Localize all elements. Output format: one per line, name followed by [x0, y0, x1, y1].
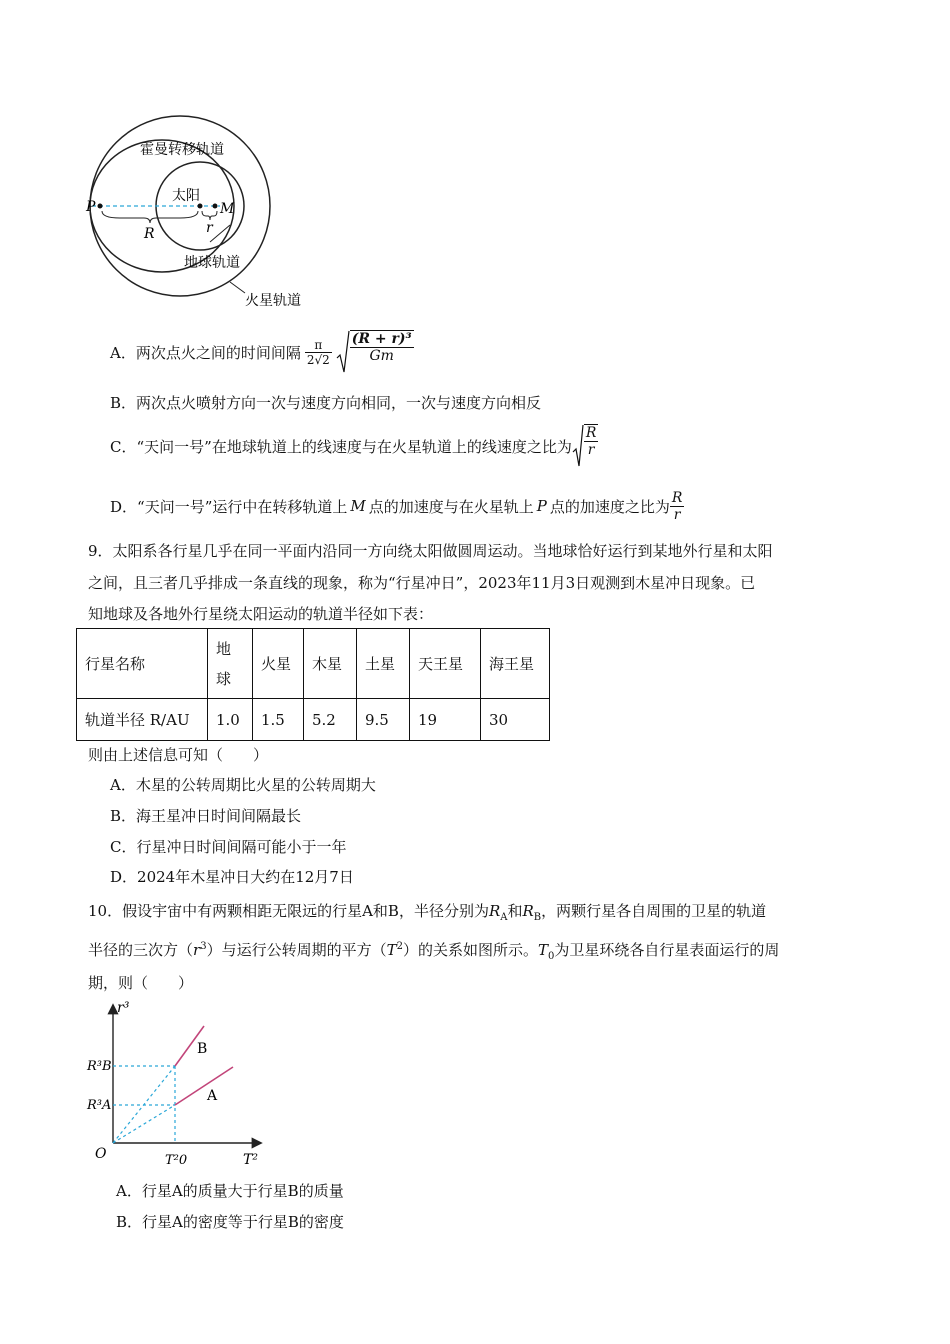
q8-option-a-frac-num: π: [305, 338, 332, 353]
rb3-tick-label: R³B: [87, 1059, 112, 1074]
q8-option-d-num: R: [671, 489, 683, 506]
planet-name: 木星: [312, 655, 343, 673]
table-row: [77, 629, 550, 699]
sqrt-sign-icon: [336, 330, 350, 374]
q9-stem-line-3: 知地球及各地外行星绕太阳运动的轨道半径如下表：: [88, 605, 434, 623]
p-point: [98, 204, 103, 209]
orbit-diagram: [80, 110, 350, 315]
r-brace: [202, 211, 217, 220]
sun-label: 太阳: [172, 188, 200, 204]
q8-option-c-text: C．“天问一号”在地球轨道上的线速度与在火星轨道上的线速度之比为: [110, 437, 572, 456]
table-planet-cell: [410, 629, 481, 699]
q10-t0: T: [537, 941, 548, 959]
y-axis-label: r³: [117, 1000, 130, 1016]
q8-option-d-m: M: [350, 497, 366, 515]
q10-t2-sup: 2: [396, 941, 403, 952]
q10-rb: R: [522, 902, 534, 920]
q9-option-a: A．木星的公转周期比火星的公转周期大: [110, 776, 376, 794]
table-radius-cell: 1.5: [253, 699, 304, 741]
q10-line2-part-c: ）的关系如图所示。: [402, 941, 538, 959]
q10-line1-part-c: ，两颗行星各自周围的卫星的轨道: [541, 902, 767, 920]
table-radius-cell: 19: [410, 699, 481, 741]
q10-t0-sub: 0: [548, 951, 555, 962]
q8-option-a-root-fraction: [350, 330, 414, 374]
q10-option-b: B．行星A的密度等于行星B的密度: [116, 1213, 344, 1231]
q10-option-a: A．行星A的质量大于行星B的质量: [116, 1182, 344, 1200]
q9-stem-line-1: 9．太阳系各行星几乎在同一平面内沿同一方向绕太阳做圆周运动。当地球恰好运行到某地外行星和太阳: [88, 542, 773, 560]
q8-option-d-den: r: [673, 506, 681, 523]
q8-option-c: [110, 424, 598, 468]
table-radius-cell: 5.2: [304, 699, 357, 741]
dashed-extension-a: [113, 1105, 175, 1143]
q8-option-a-text: A．两次点火之间的时间间隔: [110, 343, 301, 362]
q10-ra: R: [488, 902, 501, 920]
q8-option-a-sqrt: [336, 330, 414, 374]
q8-option-d: [110, 486, 684, 526]
table-planet-cell: [253, 629, 304, 699]
q8-option-c-sqrt: [572, 424, 599, 468]
q10-stem-line-3: 期，则（ ）: [88, 974, 194, 992]
t02-tick-label: T²0: [165, 1153, 188, 1168]
ra3-tick-label: R³A: [87, 1098, 112, 1113]
R-label: R: [144, 226, 155, 242]
R-brace: [102, 211, 198, 223]
dashed-extension-b: [113, 1066, 175, 1143]
mars-orbit-label: 火星轨道: [245, 293, 301, 309]
table-radius-cell: 1.0: [208, 699, 253, 741]
planet-name: 海王星: [489, 655, 535, 673]
earth-orbit-label: 地球轨道: [184, 255, 240, 271]
q9-option-d: D．2024年木星冲日大约在12月7日: [110, 868, 354, 886]
q9-stem-tail: 则由上述信息可知（ ）: [88, 746, 269, 764]
q8-option-a-fraction: [305, 338, 332, 367]
q10-r3: r: [193, 941, 201, 959]
q10-line2-part-d: 为卫星环绕各自行星表面运行的周: [554, 941, 780, 959]
q8-option-a: [110, 330, 414, 374]
m-label: M: [220, 201, 235, 217]
x-axis-label: T²: [243, 1152, 258, 1168]
planet-name: 土星: [365, 654, 396, 673]
q9-option-b: B．海王星冲日时间间隔最长: [110, 807, 302, 825]
planet-orbit-table: [76, 628, 550, 741]
table-radius-cell: 9.5: [357, 699, 410, 741]
q8-option-d-p: P: [536, 497, 547, 515]
r-label: r: [206, 220, 213, 236]
origin-label: O: [95, 1146, 107, 1162]
q8-option-d-text-1: D．“天问一号”运行中在转移轨道上: [110, 497, 348, 516]
table-planet-cell: [304, 629, 357, 699]
q10-ra-sub: A: [500, 912, 508, 923]
table-planet-cell: [208, 629, 253, 699]
q9-option-c: C．行星冲日时间间隔可能小于一年: [110, 838, 347, 856]
table-row: [77, 699, 550, 741]
q8-option-d-text-2: 点的加速度与在火星轨上: [368, 497, 534, 516]
q8-option-a-root-den: Gm: [369, 348, 394, 364]
sun-point: [198, 204, 203, 209]
planet-name: 地球: [216, 639, 232, 688]
sqrt-sign-icon: [572, 424, 584, 468]
q10-line2-part-a: 半径的三次方（: [88, 941, 194, 959]
series-a-line: [175, 1067, 233, 1105]
q8-option-d-fraction: [670, 490, 685, 523]
planet-name: 天王星: [418, 655, 464, 673]
table-planet-cell: [481, 629, 550, 699]
planet-name: 火星: [261, 655, 292, 673]
q10-rb-sub: B: [533, 912, 542, 923]
q8-option-b: B．两次点火喷射方向一次与速度方向相同，一次与速度方向相反: [110, 394, 542, 412]
series-b-label: B: [197, 1041, 208, 1057]
q10-line2-part-b: ）与运行公转周期的平方（: [206, 941, 387, 959]
q9-stem-line-2: 之间，且三者几乎排成一条直线的现象，称为“行星冲日”，2023年11月3日观测到木星冲日现象。已: [88, 574, 756, 592]
m-point: [213, 204, 218, 209]
p-label: P: [86, 199, 96, 215]
q8-option-c-den: r: [587, 442, 595, 458]
table-header-cell: 行星名称: [77, 629, 208, 699]
q8-option-d-text-3: 点的加速度之比为: [549, 497, 670, 516]
q10-r3-sup: 3: [200, 941, 207, 952]
q10-stem-line-1: [88, 900, 766, 923]
mars-label-leader: [230, 282, 245, 293]
q10-line1-part-a: 10．假设宇宙中有两颗相距无限远的行星A和B，半径分别为: [88, 902, 489, 920]
table-radius-cell: 30: [481, 699, 550, 741]
q8-option-a-root-num: (R + r)³: [351, 331, 412, 347]
q8-option-c-fraction: [584, 424, 599, 468]
q10-t2: T: [386, 941, 397, 959]
table-radius-label-cell: 轨道半径 R/AU: [77, 699, 208, 741]
series-a-label: A: [207, 1088, 218, 1104]
hohmann-label: 霍曼转移轨道: [140, 142, 224, 158]
q10-line1-part-b: 和: [507, 902, 523, 920]
r3-t2-graph: [85, 998, 275, 1173]
q8-option-c-num: R: [585, 425, 597, 441]
q10-stem-line-2: [88, 939, 779, 962]
q8-option-a-frac-den: 2√2: [306, 352, 330, 367]
table-planet-cell: [357, 629, 410, 699]
